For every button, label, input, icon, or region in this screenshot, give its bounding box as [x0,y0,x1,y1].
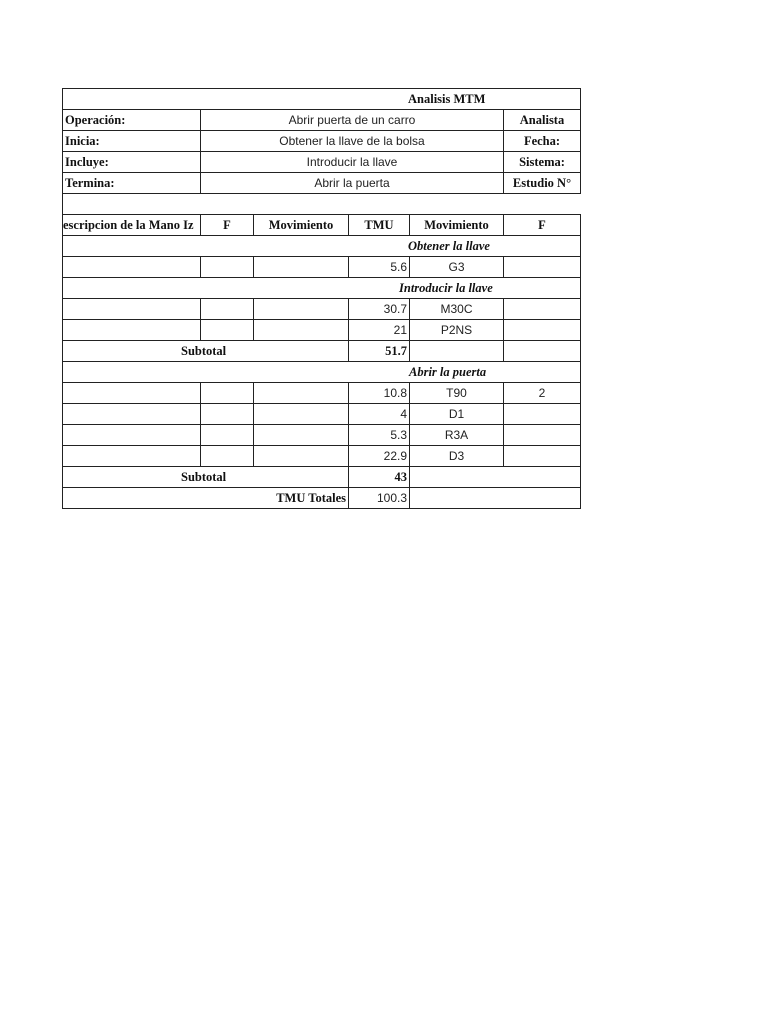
subtotal-row [63,341,581,362]
cell-movimiento-left[interactable] [254,320,349,341]
termina-row [63,173,581,194]
cell-f-left[interactable] [201,257,254,278]
inicia-row [63,131,581,152]
sistema-label[interactable]: Sistema: [504,152,581,173]
cell-f-right[interactable] [504,341,581,362]
cell-f-right[interactable] [504,320,581,341]
cell-f-left[interactable] [201,446,254,467]
spacer-row [63,194,581,215]
cell-f-right[interactable] [504,446,581,467]
inicia-value[interactable]: Obtener la llave de la bolsa [201,131,504,152]
cell-tmu[interactable]: 5.6 [349,257,410,278]
cell-movimiento-left[interactable] [254,404,349,425]
incluye-value[interactable]: Introducir la llave [201,152,504,173]
spacer-cell [63,194,581,215]
cell-movimiento-left[interactable] [254,446,349,467]
cell-descripcion[interactable] [63,425,201,446]
cell-movimiento-right[interactable]: G3 [410,257,504,278]
subtotal-row [63,467,581,488]
table-row [63,320,581,341]
table-row [63,299,581,320]
mtm-analysis-table [62,88,581,509]
cell-tmu[interactable]: 10.8 [349,383,410,404]
cell-f-left[interactable] [201,404,254,425]
section-title[interactable]: Introducir la llave [63,278,581,299]
cell-movimiento-left[interactable] [254,257,349,278]
cell-movimiento-right[interactable]: T90 [410,383,504,404]
operacion-row [63,110,581,131]
tmu-totales-value[interactable]: 100.3 [349,488,410,509]
cell-movimiento-right[interactable]: R3A [410,425,504,446]
col-descripcion-header[interactable]: escripcion de la Mano Iz [63,215,201,236]
cell-f-right[interactable] [504,425,581,446]
col-movimiento-left-header[interactable]: Movimiento [254,215,349,236]
cell-f-right[interactable] [504,404,581,425]
cell-tmu[interactable]: 30.7 [349,299,410,320]
title-row [63,89,581,110]
cell-movimiento-left[interactable] [254,425,349,446]
cell-descripcion[interactable] [63,383,201,404]
cell-movimiento-left[interactable] [254,299,349,320]
estudio-label[interactable]: Estudio N° [504,173,581,194]
cell-movimiento-right[interactable]: M30C [410,299,504,320]
mtm-sheet [62,88,580,509]
cell-descripcion[interactable] [63,257,201,278]
fecha-label[interactable]: Fecha: [504,131,581,152]
cell-movimiento-right[interactable]: D1 [410,404,504,425]
table-row [63,404,581,425]
inicia-label[interactable]: Inicia: [63,131,201,152]
cell-movimiento-left[interactable] [254,383,349,404]
section-title-row [63,362,581,383]
column-header-row [63,215,581,236]
termina-label[interactable]: Termina: [63,173,201,194]
sheet-title[interactable]: Analisis MTM [63,89,581,110]
subtotal-value[interactable]: 43 [349,467,410,488]
cell-descripcion[interactable] [63,446,201,467]
table-row [63,425,581,446]
subtotal-label[interactable]: Subtotal [63,341,349,362]
cell-f-left[interactable] [201,299,254,320]
analista-label[interactable]: Analista [504,110,581,131]
table-row [63,383,581,404]
tmu-totales-label[interactable]: TMU Totales [63,488,349,509]
section-title-row [63,278,581,299]
col-f-right-header[interactable]: F [504,215,581,236]
totals-row [63,488,581,509]
cell-f-left[interactable] [201,425,254,446]
col-f-left-header[interactable]: F [201,215,254,236]
operacion-label[interactable]: Operación: [63,110,201,131]
cell-movimiento-right[interactable]: P2NS [410,320,504,341]
cell-tmu[interactable]: 5.3 [349,425,410,446]
cell-tmu[interactable]: 22.9 [349,446,410,467]
table-row [63,257,581,278]
cell-movimiento-right[interactable]: D3 [410,446,504,467]
cell-descripcion[interactable] [63,320,201,341]
table-row [63,446,581,467]
cell-f-left[interactable] [201,383,254,404]
subtotal-label[interactable]: Subtotal [63,467,349,488]
operacion-value[interactable]: Abrir puerta de un carro [201,110,504,131]
col-tmu-header[interactable]: TMU [349,215,410,236]
cell-movimiento-right[interactable] [410,341,504,362]
incluye-label[interactable]: Incluye: [63,152,201,173]
cell-f-right[interactable] [504,299,581,320]
incluye-row [63,152,581,173]
cell-descripcion[interactable] [63,299,201,320]
cell-descripcion[interactable] [63,404,201,425]
cell-tmu[interactable]: 21 [349,320,410,341]
cell-f-left[interactable] [201,320,254,341]
subtotal-value[interactable]: 51.7 [349,341,410,362]
cell-tmu[interactable]: 4 [349,404,410,425]
section-title[interactable]: Obtener la llave [63,236,581,257]
cell-empty[interactable] [410,488,581,509]
col-movimiento-right-header[interactable]: Movimiento [410,215,504,236]
cell-f-right[interactable]: 2 [504,383,581,404]
section-title[interactable]: Abrir la puerta [63,362,581,383]
section-title-row [63,236,581,257]
termina-value[interactable]: Abrir la puerta [201,173,504,194]
cell-empty[interactable] [410,467,581,488]
cell-f-right[interactable] [504,257,581,278]
